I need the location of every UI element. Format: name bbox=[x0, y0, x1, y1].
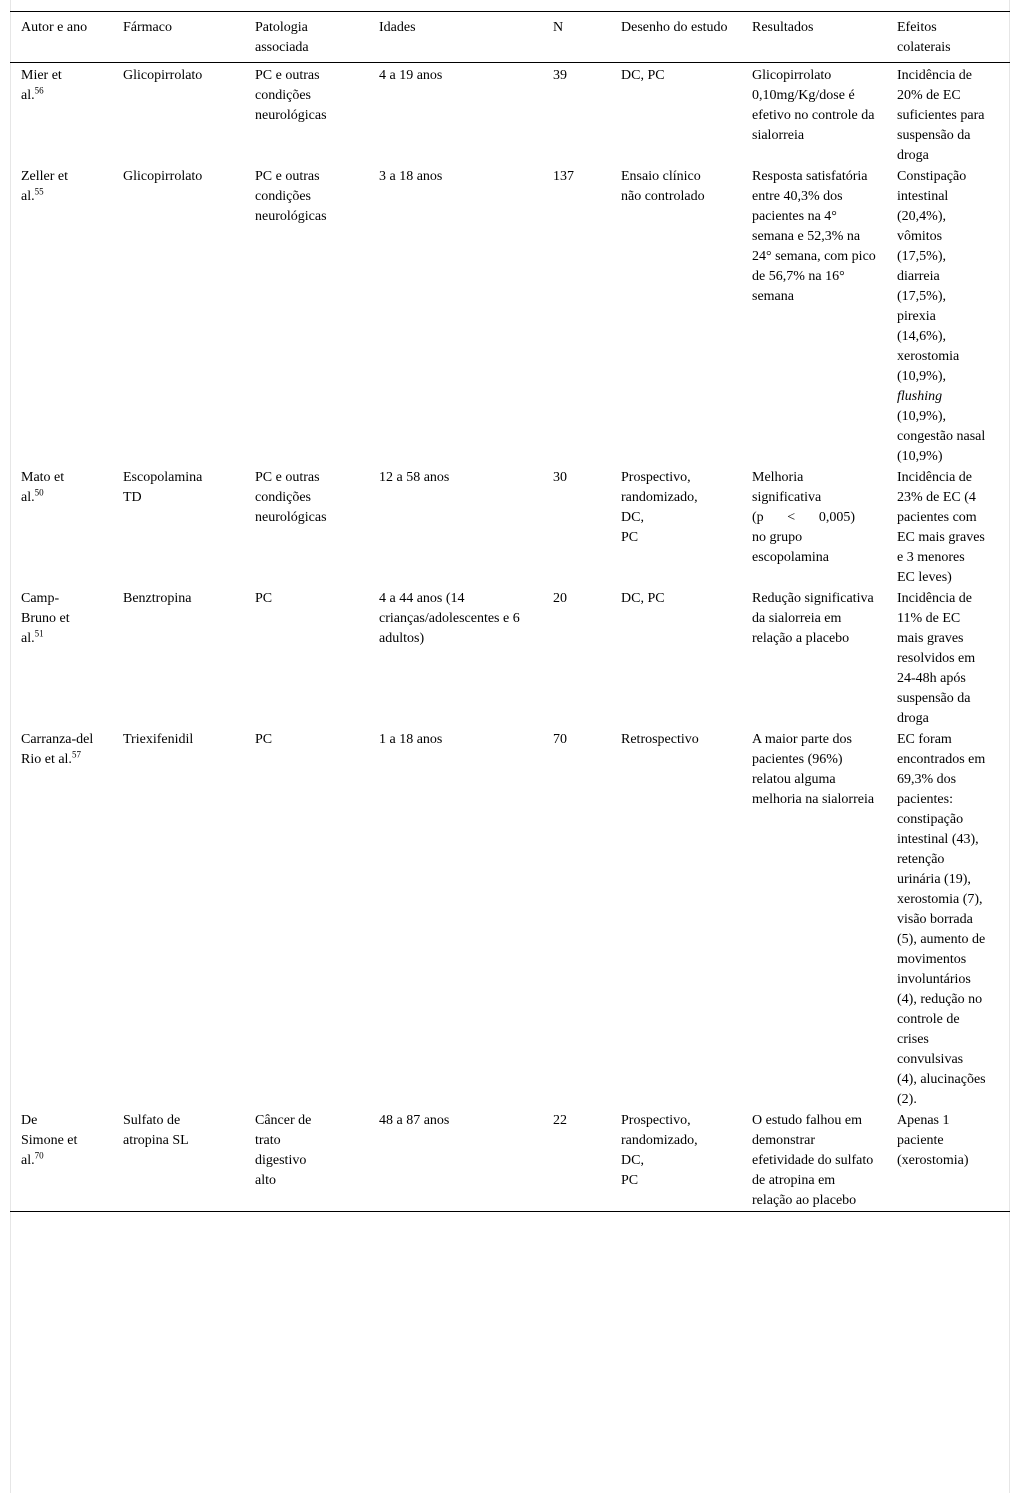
header-side-effects: Efeitos colaterais bbox=[897, 20, 951, 55]
cell-design bbox=[610, 467, 741, 588]
cell-drug: Glicopirrolato bbox=[123, 68, 203, 83]
p-number: 0,005) bbox=[818, 510, 855, 525]
cell-author bbox=[10, 588, 112, 729]
author-name: De Simone et al. bbox=[21, 1113, 78, 1168]
side-effects-text: Constipação intestinal (20,4%), vômitos (17,5%), diarreia (17,5%), pirexia (14,6%), xerostomia (10,9%), bbox=[897, 169, 967, 384]
cell-side-effects: Incidência de 11% de EC mais graves resolvidos em 24-48h após suspensão da droga bbox=[897, 591, 976, 726]
cell-results: O estudo falhou em demonstrar efetividade do sulfato de atropina em relação ao placebo bbox=[752, 1113, 874, 1208]
cell-author bbox=[10, 166, 112, 467]
cell-results bbox=[741, 467, 886, 588]
table-header-row bbox=[10, 12, 1010, 63]
cell-pathology: PC e outras condições neurológicas bbox=[255, 169, 327, 224]
header-author: Autor e ano bbox=[21, 20, 88, 35]
design-line: PC bbox=[621, 530, 639, 545]
cell-drug: Escopolamina TD bbox=[123, 470, 203, 505]
cell-pathology: PC e outras condições neurológicas bbox=[255, 68, 327, 123]
cell-side-effects: Incidência de 23% de EC (4 pacientes com EC mais graves e 3 menores EC leves) bbox=[897, 470, 985, 585]
cell-n: 20 bbox=[553, 591, 567, 606]
cell-pathology: Câncer de trato digestivo alto bbox=[255, 1113, 312, 1188]
reference-number: 70 bbox=[34, 1150, 44, 1161]
cell-n: 70 bbox=[553, 732, 567, 747]
cell-author bbox=[10, 729, 112, 1110]
reference-number: 51 bbox=[34, 628, 44, 639]
cell-ages: 4 a 19 anos bbox=[379, 68, 443, 83]
cell-ages: 1 a 18 anos bbox=[379, 732, 443, 747]
cell-pathology: PC bbox=[255, 591, 273, 606]
cell-design: DC, PC bbox=[621, 68, 665, 83]
header-n: N bbox=[553, 20, 564, 35]
results-text: Melhoria significativa bbox=[752, 470, 822, 505]
reference-number: 57 bbox=[71, 749, 81, 760]
cell-n: 22 bbox=[553, 1113, 567, 1128]
author-name: Mier et al. bbox=[21, 68, 62, 103]
cell-side-effects: EC foram encontrados em 69,3% dos pacientes: constipação intestinal (43), retenção urinária (19), xerostomia (7), visão borrada (5), aumento de movimentos involuntários (4), redução no controle de crises convulsivas (4), alucinações (2). bbox=[897, 732, 986, 1107]
reference-number: 56 bbox=[34, 85, 44, 96]
cell-design bbox=[610, 1110, 741, 1212]
table-row bbox=[10, 729, 1010, 1110]
table-row bbox=[10, 1110, 1010, 1212]
cell-ages: 4 a 44 anos (14 crianças/adolescentes e 6 adultos) bbox=[379, 591, 520, 646]
drug-studies-table bbox=[10, 11, 1010, 1212]
header-drug: Fármaco bbox=[123, 20, 172, 35]
table-row bbox=[10, 588, 1010, 729]
design-line: DC, bbox=[621, 1153, 644, 1168]
cell-drug: Benztropina bbox=[123, 591, 192, 606]
cell-ages: 48 a 87 anos bbox=[379, 1113, 450, 1128]
cell-design: DC, PC bbox=[621, 591, 665, 606]
header-design: Desenho do estudo bbox=[621, 20, 728, 35]
cell-author bbox=[10, 63, 112, 167]
table-row bbox=[10, 467, 1010, 588]
design-line: Prospectivo, bbox=[621, 470, 691, 485]
cell-n: 30 bbox=[553, 470, 567, 485]
cell-author bbox=[10, 1110, 112, 1212]
design-line: Prospectivo, bbox=[621, 1113, 691, 1128]
author-name: Carranza-del Rio et al. bbox=[21, 732, 94, 767]
header-ages: Idades bbox=[379, 20, 416, 35]
cell-drug: Sulfato de atropina SL bbox=[123, 1113, 189, 1148]
author-name: Zeller et al. bbox=[21, 169, 69, 204]
cell-side-effects: Incidência de 20% de EC suficientes para suspensão da droga bbox=[897, 68, 985, 163]
header-results: Resultados bbox=[752, 20, 814, 35]
side-effects-text: (10,9%), congestão nasal (10,9%) bbox=[897, 409, 986, 464]
p-label: (p bbox=[752, 510, 764, 525]
cell-results: Resposta satisfatória entre 40,3% dos pacientes na 4° semana e 52,3% na 24° semana, com pico de 56,7% na 16° semana bbox=[752, 169, 876, 304]
cell-n: 137 bbox=[553, 169, 574, 184]
cell-ages: 12 a 58 anos bbox=[379, 470, 450, 485]
reference-number: 55 bbox=[34, 186, 44, 197]
cell-n: 39 bbox=[553, 68, 567, 83]
cell-results: Redução significativa da sialorreia em relação a placebo bbox=[752, 591, 874, 646]
cell-results: Glicopirrolato 0,10mg/Kg/dose é efetivo no controle da sialorreia bbox=[752, 68, 875, 143]
table-row bbox=[10, 166, 1010, 467]
p-operator: < bbox=[787, 510, 796, 525]
cell-side-effects bbox=[886, 166, 1010, 467]
cell-drug: Triexifenidil bbox=[123, 732, 194, 747]
p-value bbox=[752, 508, 855, 528]
cell-side-effects: Apenas 1 paciente (xerostomia) bbox=[897, 1113, 969, 1168]
cell-pathology: PC bbox=[255, 732, 273, 747]
design-line: randomizado, bbox=[621, 490, 698, 505]
cell-results: A maior parte dos pacientes (96%) relatou alguma melhoria na sialorreia bbox=[752, 732, 875, 807]
results-text: no grupo escopolamina bbox=[752, 530, 829, 565]
cell-design: Ensaio clínico não controlado bbox=[621, 169, 705, 204]
design-line: PC bbox=[621, 1173, 639, 1188]
cell-design: Retrospectivo bbox=[621, 732, 699, 747]
design-line: randomizado, bbox=[621, 1133, 698, 1148]
table-row bbox=[10, 63, 1010, 167]
cell-ages: 3 a 18 anos bbox=[379, 169, 443, 184]
design-line: DC, bbox=[621, 510, 644, 525]
cell-drug: Glicopirrolato bbox=[123, 169, 203, 184]
author-name: Camp-Bruno et al. bbox=[21, 591, 70, 646]
header-pathology: Patologia associada bbox=[255, 20, 309, 55]
cell-author bbox=[10, 467, 112, 588]
side-effects-italic: flushing bbox=[897, 389, 943, 404]
author-name: Mato et al. bbox=[21, 470, 65, 505]
cell-pathology: PC e outras condições neurológicas bbox=[255, 470, 327, 525]
reference-number: 50 bbox=[34, 487, 44, 498]
